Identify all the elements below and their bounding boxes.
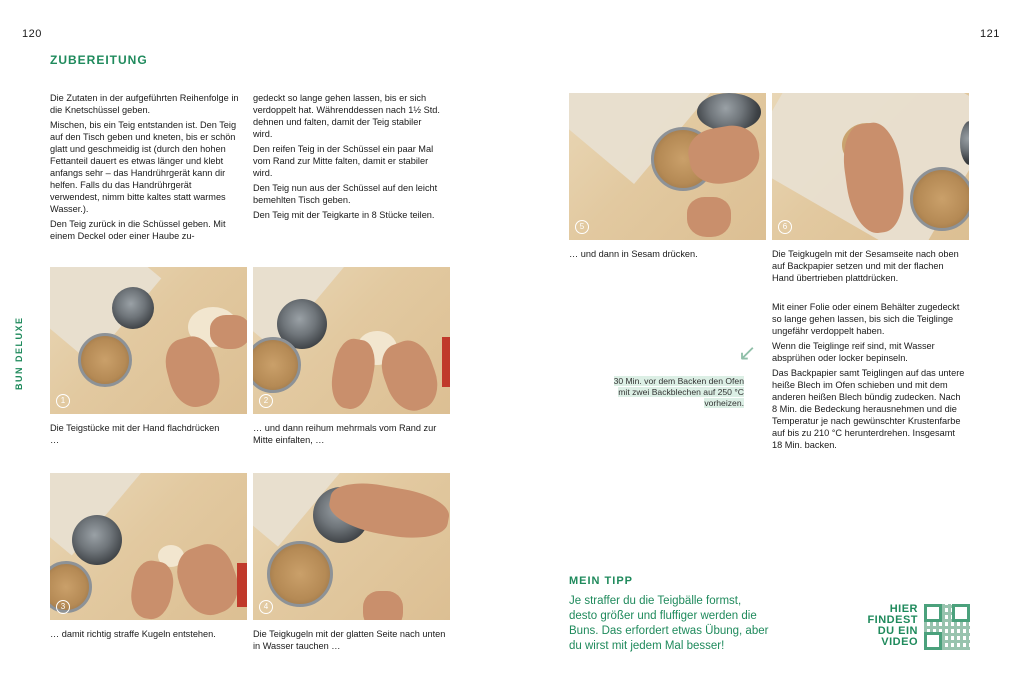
- video-label-line: VIDEO: [881, 636, 918, 648]
- video-label: [858, 604, 918, 648]
- paragraph: gedeckt so lange gehen lassen, bis er sich verdoppelt hat. Währenddessen nach 1½ Std. dehnen und falten, damit der Teig stabiler wird.: [253, 93, 440, 139]
- paragraph: Die Zutaten in der aufgeführten Reihenfolge in die Knetschüssel geben.: [50, 93, 239, 115]
- video-label-line: DU EIN: [877, 625, 918, 637]
- baking-instructions: [772, 301, 967, 454]
- step-caption-3: … damit richtig straffe Kugeln entstehen.: [50, 629, 216, 639]
- step-number-badge: 4: [259, 600, 273, 614]
- step-caption-2: … und dann reihum mehrmals vom Rand zur Mitte einfalten, …: [253, 423, 437, 445]
- step-number-badge: 2: [259, 394, 273, 408]
- step-caption-5: … und dann in Sesam drücken.: [569, 249, 698, 259]
- paragraph: Den Teig nun aus der Schüssel auf den leicht bemehlten Tisch geben.: [253, 183, 438, 205]
- preheat-note-text: 30 Min. vor dem Backen den Ofen mit zwei Backblechen auf 250 °C vorheizen.: [613, 376, 744, 408]
- step-photo-5: [569, 93, 766, 240]
- note-arrow-icon: ↙: [738, 340, 757, 365]
- intro-column-2: [253, 92, 443, 224]
- qr-code-icon[interactable]: [924, 604, 970, 650]
- step-number-badge: 1: [56, 394, 70, 408]
- step-number-badge: 3: [56, 600, 70, 614]
- paragraph: Den reifen Teig in der Schüssel ein paar Mal vom Rand zur Mitte falten, damit er stabiler wird.: [253, 144, 434, 178]
- video-label-line: HIER: [889, 603, 918, 615]
- step-photo-1: [50, 267, 247, 414]
- step-photo-2: [253, 267, 450, 414]
- video-label-line: FINDEST: [867, 614, 918, 626]
- section-heading: ZUBEREITUNG: [50, 53, 148, 67]
- tip-text: Je straffer du die Teigbälle formst, desto größer und fluffiger werden die Buns. Das erfordert etwas Übung, aber du wirst mit jedem Mal besser!: [569, 595, 769, 652]
- paragraph: Mit einer Folie oder einem Behälter zugedeckt so lange gehen lassen, bis sich die Teiglinge ungefähr verdoppelt haben.: [772, 302, 960, 336]
- step-photo-6: [772, 93, 969, 240]
- step-number-badge: 6: [778, 220, 792, 234]
- tip-title: MEIN TIPP: [569, 575, 634, 587]
- paragraph: Mischen, bis ein Teig entstanden ist. Den Teig auf den Tisch geben und kneten, bis er schön glatt und geschmeidig ist (durch den hohen Fettanteil dauert es etwas länger und klebt anfangs sehr – das Handrührgerät kann dir helfen. Falls du das Handrührgerät verwendest, nimm bitte kaltes statt warmes Wasser.).: [50, 120, 237, 214]
- chapter-side-label: BUN DELUXE: [14, 316, 24, 390]
- page-number-right: 121: [980, 28, 1000, 40]
- step-photo-3: [50, 473, 247, 620]
- step-caption-4: Die Teigkugeln mit der glatten Seite nach unten in Wasser tauchen …: [253, 629, 446, 651]
- step-caption-6: Die Teigkugeln mit der Sesamseite nach oben auf Backpapier setzen und mit der flachen Hand übertrieben plattdrücken.: [772, 249, 959, 283]
- paragraph: Das Backpapier samt Teiglingen auf das untere heiße Blech im Ofen schieben und mit dem anderen heißen Blech bündig zudecken. Nach 8 Min. die Bedeckung herausnehmen und die Temperatur je nach gewünschter Krustenfarbe auf bis zu 210 °C herunterdrehen. Insgesamt 18 Min. backen.: [772, 368, 965, 450]
- paragraph: Wenn die Teiglinge reif sind, mit Wasser absprühen oder locker bepinseln.: [772, 341, 935, 363]
- paragraph: Den Teig mit der Teigkarte in 8 Stücke teilen.: [253, 210, 435, 220]
- paragraph: Den Teig zurück in die Schüssel geben. Mit einem Deckel oder einer Haube zu-: [50, 219, 226, 241]
- intro-column-1: [50, 92, 240, 245]
- page-number-left: 120: [22, 28, 42, 40]
- step-caption-1: Die Teigstücke mit der Hand flachdrücken …: [50, 423, 220, 445]
- step-photo-4: [253, 473, 450, 620]
- step-number-badge: 5: [575, 220, 589, 234]
- preheat-note: [610, 376, 744, 409]
